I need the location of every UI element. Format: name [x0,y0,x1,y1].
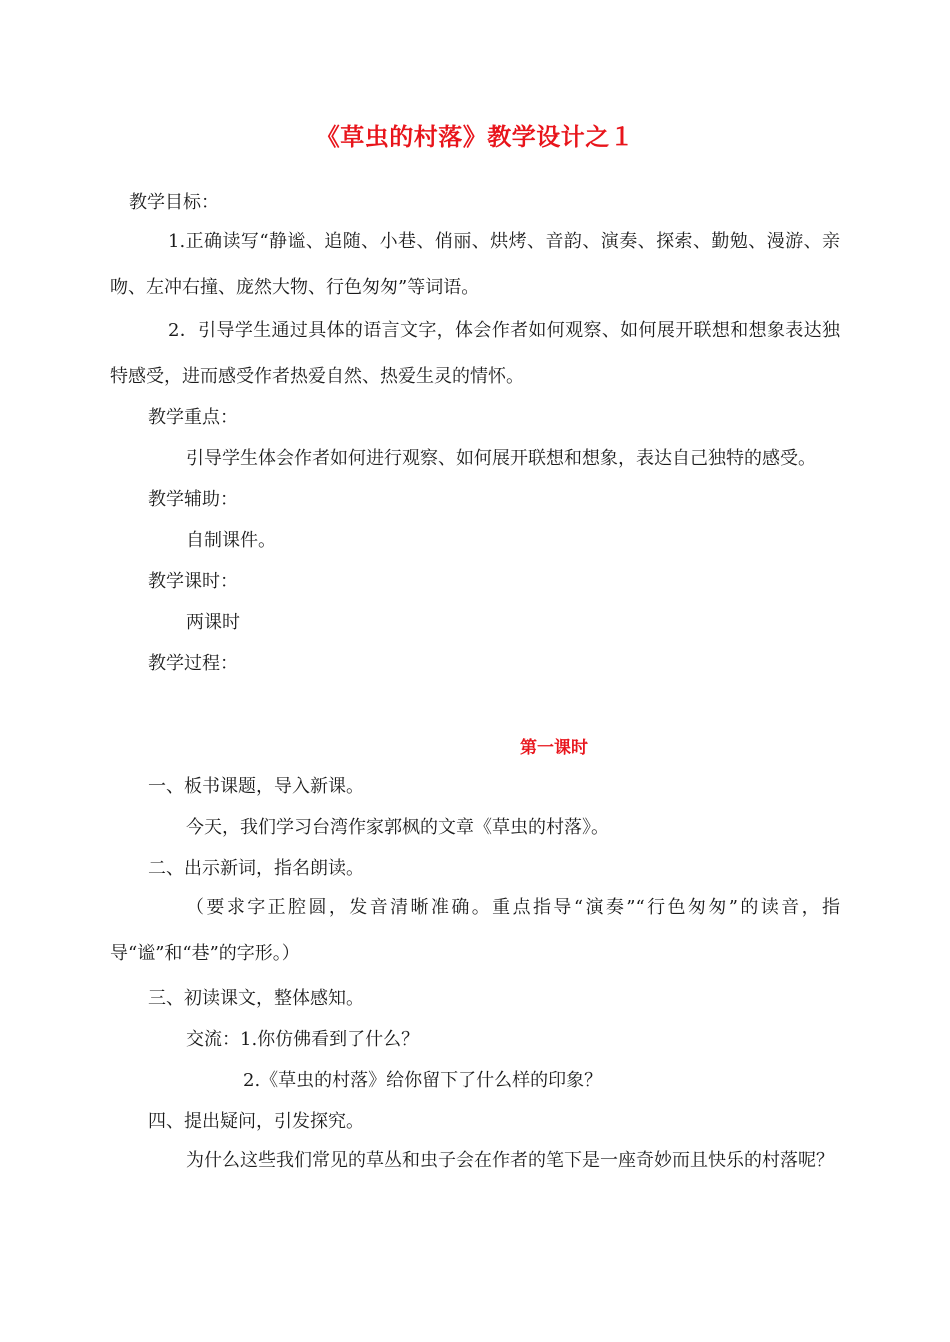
lesson-1-step-3: 三、初读课文，整体感知。 [148,988,364,1009]
document-title: 《草虫的村落》教学设计之１ [315,122,635,151]
hours-heading: 教学课时： [148,571,238,592]
hours-text: 两课时 [186,612,240,633]
process-heading: 教学过程： [148,653,238,674]
focus-heading: 教学重点： [148,407,238,428]
objective-item-1: 1.正确读写“静谧、追随、小巷、俏丽、烘烤、音韵、演奏、探索、勤勉、漫游、亲吻、左冲右撞、庞然大物、行色匆匆”等词语。 [110,231,840,298]
lesson-1-step-4: 四、提出疑问，引发探究。 [148,1111,364,1132]
lesson-1-step-2: 二、出示新词，指名朗读。 [148,858,364,879]
aids-text: 自制课件。 [186,530,276,551]
lesson-1-step-1-text: 今天，我们学习台湾作家郭枫的文章《草虫的村落》。 [186,817,609,838]
lesson-1-title: 第一课时 [520,738,588,758]
focus-text: 引导学生体会作者如何进行观察、如何展开联想和想象，表达自己独特的感受。 [186,448,816,469]
objectives-heading: 教学目标： [129,192,219,213]
lesson-1-step-3-question-1: 交流：1.你仿佛看到了什么？ [186,1029,420,1050]
lesson-1-step-1: 一、板书课题，导入新课。 [148,776,364,797]
lesson-1-step-4-text: 为什么这些我们常见的草丛和虫子会在作者的笔下是一座奇妙而且快乐的村落呢？ [186,1150,834,1171]
lesson-1-step-3-question-2: 2.《草虫的村落》给你留下了什么样的印象？ [243,1070,603,1091]
lesson-1-step-2-text: （要求字正腔圆，发音清晰准确。重点指导“演奏”“行色匆匆”的读音，指导“谧”和“巷”的字形。） [110,897,840,964]
objective-item-2: 2．引导学生通过具体的语言文字，体会作者如何观察、如何展开联想和想象表达独特感受，进而感受作者热爱自然、热爱生灵的情怀。 [110,320,840,387]
aids-heading: 教学辅助： [148,489,238,510]
